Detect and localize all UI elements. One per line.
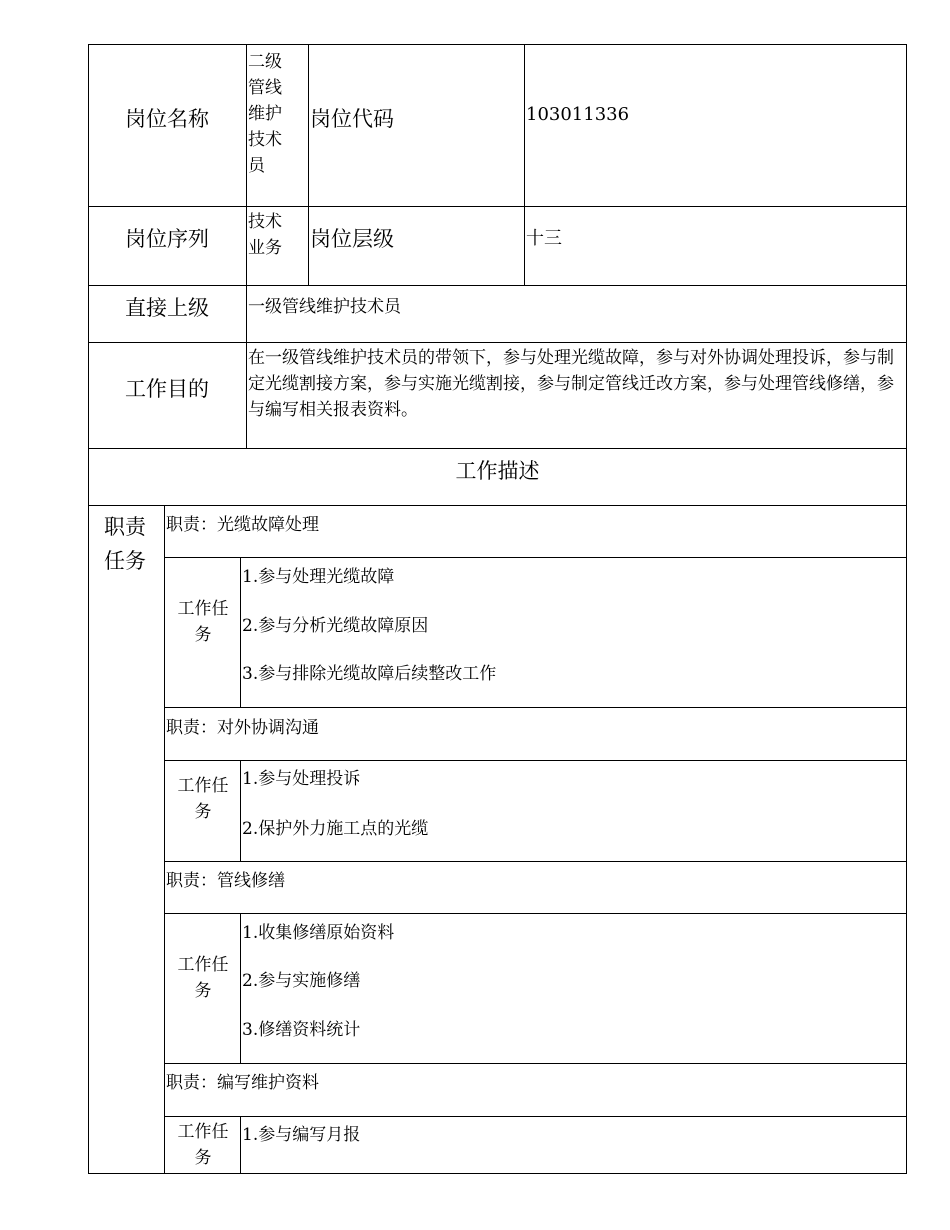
post-name-label: 岗位名称 (125, 107, 209, 131)
task-label: 工作任务 (177, 776, 229, 822)
post-code-label: 岗位代码 (310, 107, 394, 131)
description-title: 工作描述 (455, 459, 540, 483)
superior-value: 一级管线维护技术员 (248, 297, 401, 317)
purpose-label: 工作目的 (125, 377, 209, 401)
post-code-value: 103011336 (526, 104, 630, 125)
purpose-value: 在一级管线维护技术员的带领下，参与处理光缆故障，参与对外协调处理投诉，参与制定光缆割接方案，参与实施光缆割接，参与制定管线迁改方案，参与处理管线修缮，参与编写相关报表资料。 (248, 348, 894, 420)
task-item: 3.修缮资料统计 (242, 1020, 361, 1040)
task-item: 2.参与分析光缆故障原因 (242, 616, 429, 636)
duty-title: 职责：管线修缮 (166, 871, 285, 891)
post-series-value: 技术业务 (248, 212, 282, 258)
post-series-label: 岗位序列 (125, 227, 209, 251)
task-item: 1.参与编写月报 (242, 1125, 361, 1145)
task-item: 1.收集修缮原始资料 (242, 923, 395, 943)
post-level-label: 岗位层级 (310, 227, 394, 251)
task-label: 工作任务 (177, 955, 229, 1001)
task-label: 工作任务 (177, 1122, 229, 1168)
duty-title: 职责：编写维护资料 (166, 1073, 319, 1093)
task-item: 2.保护外力施工点的光缆 (242, 819, 429, 839)
duties-label: 职责任务 (104, 515, 146, 573)
task-item: 3.参与排除光缆故障后续整改工作 (242, 664, 497, 684)
post-level-value: 十三 (526, 228, 562, 249)
duty-title: 职责：光缆故障处理 (166, 515, 319, 535)
post-name-value: 二级管线维护技术员 (248, 52, 282, 176)
task-label: 工作任务 (177, 599, 229, 645)
task-item: 2.参与实施修缮 (242, 971, 361, 991)
duty-title: 职责：对外协调沟通 (166, 718, 319, 738)
task-item: 1.参与处理光缆故障 (242, 567, 395, 587)
superior-label: 直接上级 (125, 296, 209, 320)
task-item: 1.参与处理投诉 (242, 769, 361, 789)
